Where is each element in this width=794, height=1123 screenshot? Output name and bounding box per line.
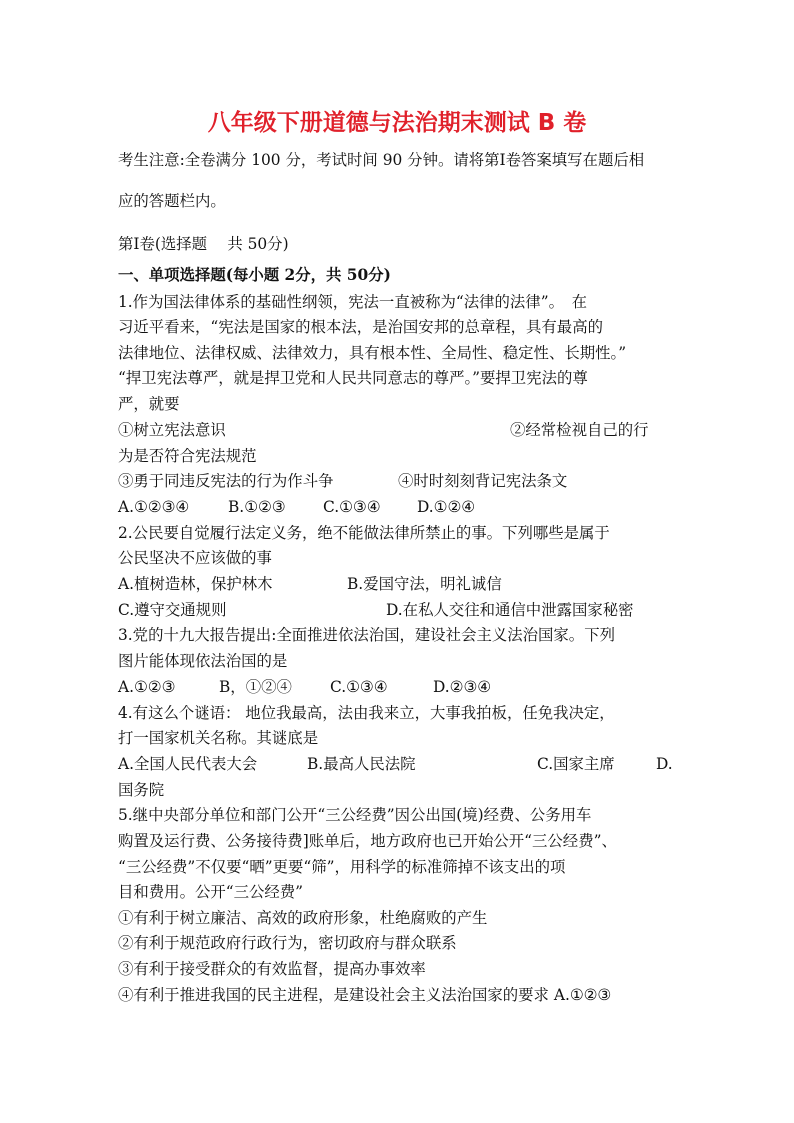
q4-choice-b: B.最高人民法院	[307, 755, 416, 773]
q4-stem-line-1: 4.有这么个谜语： 地位我最高，法由我来立，大事我拍板，任免我决定，	[118, 704, 615, 722]
q5-stem-line-3: “三公经费”不仅要“晒”更要“筛”，用科学的标准筛掉不该支出的项	[118, 858, 566, 876]
q2-stem-line-1: 2.公民要自觉履行法定义务，绝不能做法律所禁止的事。下列哪些是属于	[118, 524, 610, 542]
q1-option-3: ③勇于同违反宪法的行为作斗争	[118, 472, 334, 490]
q2-stem-line-2: 公民坚决不应该做的事	[118, 549, 272, 567]
q3-stem-line-1: 3.党的十九大报告提出:全面推进依法治国，建设社会主义法治国家。下列	[118, 626, 615, 644]
q2-choice-b: B.爱国守法，明礼诚信	[347, 575, 502, 593]
q4-choice-a: A.全国人民代表大会	[118, 755, 258, 773]
q1-choice-a: A.①②③④	[118, 498, 190, 516]
notice-line-2: 应的答题栏内。	[118, 192, 226, 210]
q3-choice-d: D.②③④	[433, 678, 492, 696]
q5-option-4: ④有利于推进我国的民主进程，是建设社会主义法治国家的要求 A.①②③	[118, 986, 612, 1004]
q1-stem-line-3: 法律地位、法律权威、法律效力，具有根本性、全局性、稳定性、长期性。”	[118, 344, 627, 362]
q1-option-4: ④时时刻刻背记宪法条文	[398, 472, 568, 490]
q5-stem-line-1: 5.继中央部分单位和部门公开“三公经费”因公出国(境)经费、公务用车	[118, 806, 592, 824]
q5-option-2: ②有利于规范政府行政行为，密切政府与群众联系	[118, 934, 457, 952]
q1-stem-line-5: 严，就要	[118, 395, 180, 413]
q3-choice-b: B，①②④	[219, 678, 292, 696]
section1-header: 一、单项选择题(每小题 2分，共 50分)	[118, 266, 391, 284]
q1-option-2-cont: 为是否符合宪法规范	[118, 447, 257, 465]
q3-choice-c: C.①③④	[330, 678, 388, 696]
q5-option-3: ③有利于接受群众的有效监督，提高办事效率	[118, 960, 426, 978]
notice-line-1: 考生注意:全卷满分 100 分，考试时间 90 分钟。请将第Ⅰ卷答案填写在题后相	[118, 151, 645, 169]
q3-choice-a: A.①②③	[118, 678, 176, 696]
q2-choice-a: A.植树造林，保护林木	[118, 575, 273, 593]
part1-header: 第Ⅰ卷(选择题 共 50分)	[118, 235, 289, 253]
q3-stem-line-2: 图片能体现依法治国的是	[118, 652, 288, 670]
q2-choice-d: D.在私人交往和通信中泄露国家秘密	[386, 601, 634, 619]
q1-choice-c: C.①③④	[323, 498, 381, 516]
q4-choice-d: D.	[656, 755, 673, 773]
q1-option-1: ①树立宪法意识	[118, 421, 226, 439]
q5-stem-line-2: 购置及运行费、公务接待费]账单后，地方政府也已开始公开“三公经费”、	[118, 832, 617, 850]
q1-choice-b: B.①②③	[228, 498, 286, 516]
exam-title: 八年级下册道德与法治期末测试 B 卷	[207, 110, 587, 136]
q1-stem-line-4: “捍卫宪法尊严，就是捍卫党和人民共同意志的尊严。”要捍卫宪法的尊	[118, 369, 588, 387]
q1-stem-line-1: 1.作为国法律体系的基础性纲领，宪法一直被称为“法律的法律”。 在	[118, 293, 588, 311]
q1-option-2: ②经常检视自己的行	[510, 421, 649, 439]
q4-choice-d-cont: 国务院	[118, 781, 165, 799]
q4-choice-c: C.国家主席	[537, 755, 615, 773]
q4-stem-line-2: 打一国家机关名称。其谜底是	[118, 729, 319, 747]
q5-option-1: ①有利于树立廉洁、高效的政府形象，杜绝腐败的产生	[118, 909, 488, 927]
q1-stem-line-2: 习近平看来，“宪法是国家的根本法，是治国安邦的总章程，具有最高的	[118, 318, 603, 336]
q2-choice-c: C.遵守交通规则	[118, 601, 227, 619]
q5-stem-line-4: 目和费用。公开“三公经费”	[118, 883, 304, 901]
q1-choice-d: D.①②④	[417, 498, 476, 516]
